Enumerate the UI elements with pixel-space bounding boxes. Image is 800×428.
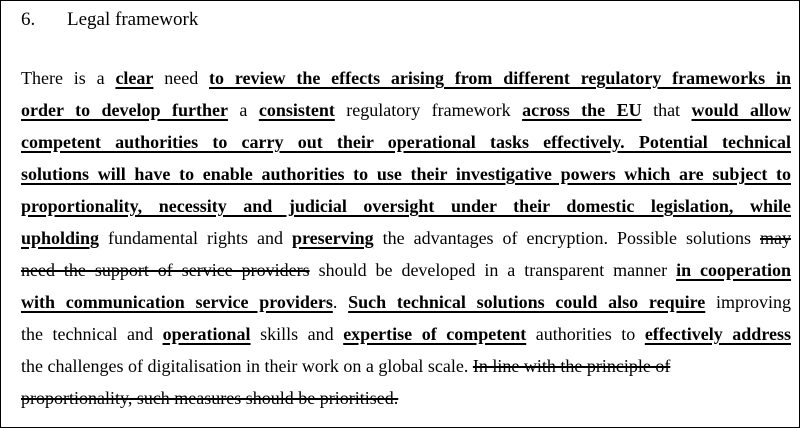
- paragraph-line: [21, 126, 791, 158]
- text-run: There is a: [21, 68, 116, 88]
- paragraph-line: [21, 94, 791, 126]
- text-run: need: [153, 68, 210, 88]
- text-run: regulatory framework: [334, 100, 523, 120]
- inserted-text: operational: [162, 324, 251, 344]
- inserted-text: clear: [115, 68, 154, 88]
- text-run: fundamental rights and: [99, 228, 292, 248]
- inserted-text: upholding: [21, 228, 100, 248]
- paragraph-line: [21, 382, 791, 414]
- inserted-text: expertise of competent: [343, 324, 527, 344]
- section-heading: [21, 8, 198, 32]
- paragraph-line: [21, 190, 791, 222]
- text-run: that: [641, 100, 692, 120]
- paragraph-line: [21, 158, 791, 190]
- inserted-text: across the EU: [522, 100, 642, 120]
- paragraph: [21, 62, 791, 414]
- inserted-text: proportionality, necessity and judicial oversight under their domestic legislation, while: [21, 196, 791, 216]
- section-title: Legal framework: [67, 9, 199, 30]
- text-run: the advantages of encryption. Possible solutions: [373, 228, 760, 248]
- section-number: 6.: [21, 9, 36, 30]
- text-run: the technical and: [21, 324, 163, 344]
- inserted-text: order to develop further: [21, 100, 228, 120]
- paragraph-line: [21, 254, 791, 286]
- inserted-text: effectively address: [644, 324, 791, 344]
- inserted-text: in cooperation: [676, 260, 792, 280]
- inserted-text: preserving: [291, 228, 374, 248]
- text-run: .: [332, 292, 349, 312]
- paragraph-line: [21, 286, 791, 318]
- inserted-text: with communication service providers: [21, 292, 333, 312]
- inserted-text: competent authorities to carry out their operational tasks effectively. Potential technical: [21, 132, 791, 152]
- paragraph-line: [21, 318, 791, 350]
- deleted-text: may: [760, 228, 791, 248]
- inserted-text: would allow: [691, 100, 791, 120]
- text-run: authorities to: [526, 324, 645, 344]
- paragraph-line: [21, 350, 791, 382]
- paragraph-line: [21, 222, 791, 254]
- deleted-text: proportionality, such measures should be prioritised.: [21, 388, 399, 408]
- text-run: skills and: [250, 324, 344, 344]
- text-run: a: [227, 100, 259, 120]
- inserted-text: Such technical solutions could also require: [348, 292, 706, 312]
- inserted-text: solutions will have to enable authorities to use their investigative powers which are subject to: [21, 164, 791, 184]
- paragraph-line: [21, 62, 791, 94]
- inserted-text: to review the effects arising from different regulatory frameworks in: [209, 68, 791, 88]
- deleted-text: need the support of service providers: [21, 260, 310, 280]
- text-run: should be developed in a transparent manner: [309, 260, 677, 280]
- deleted-text: In line with the principle of: [472, 356, 671, 376]
- inserted-text: consistent: [258, 100, 335, 120]
- text-run: the challenges of digitalisation in their work on a global scale.: [21, 356, 473, 376]
- text-run: improving: [705, 292, 791, 312]
